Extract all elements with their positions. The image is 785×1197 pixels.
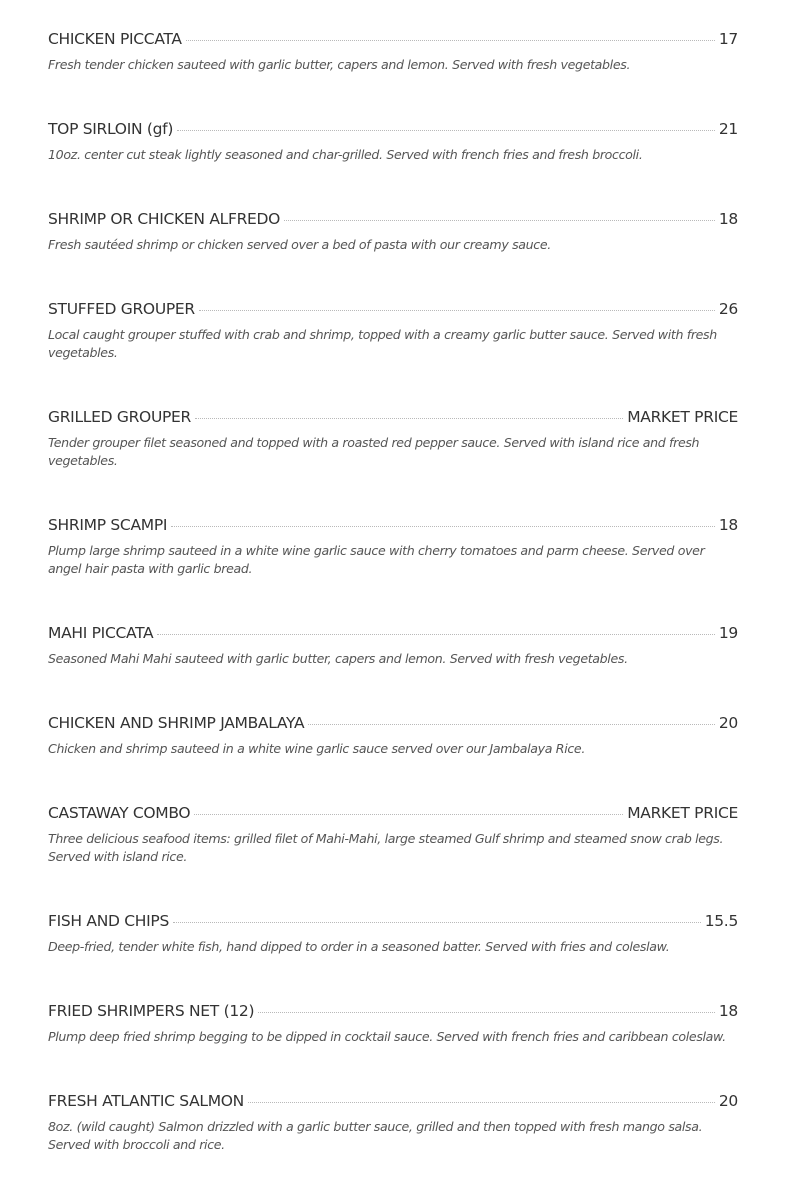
menu-item-description: Tender grouper filet seasoned and topped with a roasted red pepper sauce. Served with island rice and fresh vegetables. [48,435,700,468]
dot-leader [171,526,715,527]
dot-leader [284,220,715,221]
menu-item-name: FISH AND CHIPS [48,912,170,930]
dot-leader [248,1102,715,1103]
menu-item-header [48,516,738,540]
menu-item-name: CHICKEN AND SHRIMP JAMBALAYA [48,714,305,732]
menu-item-header [48,804,738,828]
menu-item-header [48,120,738,144]
menu-item-description: Deep-fried, tender white fish, hand dipped to order in a seasoned batter. Served with fries and coleslaw. [48,939,670,954]
menu-item-fried-shrimpers-net [48,1002,738,1046]
menu-item-header [48,714,738,738]
menu-item-name: TOP SIRLOIN (gf) [48,120,174,138]
menu-item-header [48,300,738,324]
dot-leader [258,1012,715,1013]
menu-item-castaway-combo [48,804,738,866]
menu-item-name: SHRIMP SCAMPI [48,516,168,534]
menu-item-header [48,1092,738,1116]
menu-item-price: 21 [718,120,738,138]
dot-leader [199,310,715,311]
menu-item-description: Local caught grouper stuffed with crab and shrimp, topped with a creamy garlic butter sauce. Served with fresh vegetables. [48,327,717,360]
menu-item-name: SHRIMP OR CHICKEN ALFREDO [48,210,281,228]
menu-item-header [48,30,738,54]
menu-item-description: Seasoned Mahi Mahi sauteed with garlic butter, capers and lemon. Served with fresh vegetables. [48,651,628,666]
menu-item-description: Plump large shrimp sauteed in a white wine garlic sauce with cherry tomatoes and parm cheese. Served over angel hair pasta with garlic bread. [48,543,705,576]
menu-item-chicken-piccata [48,30,738,74]
menu-item-price: 26 [718,300,738,318]
menu-item-header [48,624,738,648]
menu-item-fresh-atlantic-salmon [48,1092,738,1154]
menu-item-name: GRILLED GROUPER [48,408,192,426]
menu-item-top-sirloin [48,120,738,164]
menu-item-name: FRIED SHRIMPERS NET (12) [48,1002,255,1020]
menu-item-name: CASTAWAY COMBO [48,804,191,822]
menu-item-name: CHICKEN PICCATA [48,30,182,48]
menu-item-price: MARKET PRICE [627,804,738,822]
menu-item-price: 17 [718,30,738,48]
menu-item-price: 18 [718,1002,738,1020]
menu-item-name: FRESH ATLANTIC SALMON [48,1092,244,1110]
menu-item-header [48,408,738,432]
menu-item-fish-and-chips [48,912,738,956]
menu-item-description: Three delicious seafood items: grilled filet of Mahi-Mahi, large steamed Gulf shrimp and steamed snow crab legs. Served with island rice. [48,831,724,864]
menu-item-name: STUFFED GROUPER [48,300,195,318]
dot-leader [195,418,623,419]
menu-item-description: Fresh sautéed shrimp or chicken served over a bed of pasta with our creamy sauce. [48,237,551,252]
menu-item-price: 19 [718,624,738,642]
menu-item-price: 20 [718,714,738,732]
dot-leader [186,40,715,41]
menu-item-description: 8oz. (wild caught) Salmon drizzled with a garlic butter sauce, grilled and then topped with fresh mango salsa. Served with broccoli and rice. [48,1119,703,1152]
menu-item-price: 20 [718,1092,738,1110]
menu-item-chicken-and-shrimp-jambalaya [48,714,738,758]
dot-leader [194,814,623,815]
menu-item-name: MAHI PICCATA [48,624,154,642]
menu-item-stuffed-grouper [48,300,738,362]
menu-item-description: Chicken and shrimp sauteed in a white wine garlic sauce served over our Jambalaya Rice. [48,741,585,756]
dot-leader [157,634,715,635]
menu-item-price: MARKET PRICE [627,408,738,426]
menu-item-header [48,1002,738,1026]
menu-item-header [48,912,738,936]
dot-leader [308,724,715,725]
menu-item-price: 18 [718,210,738,228]
menu-item-shrimp-or-chicken-alfredo [48,210,738,254]
menu-item-header [48,210,738,234]
menu-item-mahi-piccata [48,624,738,668]
menu-item-description: Plump deep fried shrimp begging to be dipped in cocktail sauce. Served with french fries and caribbean coleslaw. [48,1029,726,1044]
menu-item-price: 15.5 [704,912,738,930]
menu-item-price: 18 [718,516,738,534]
menu-item-description: 10oz. center cut steak lightly seasoned and char-grilled. Served with french fries and fresh broccoli. [48,147,643,162]
menu-item-grilled-grouper [48,408,738,470]
menu-item-description: Fresh tender chicken sauteed with garlic butter, capers and lemon. Served with fresh vegetables. [48,57,631,72]
menu-item-shrimp-scampi [48,516,738,578]
dot-leader [173,922,701,923]
dot-leader [177,130,715,131]
